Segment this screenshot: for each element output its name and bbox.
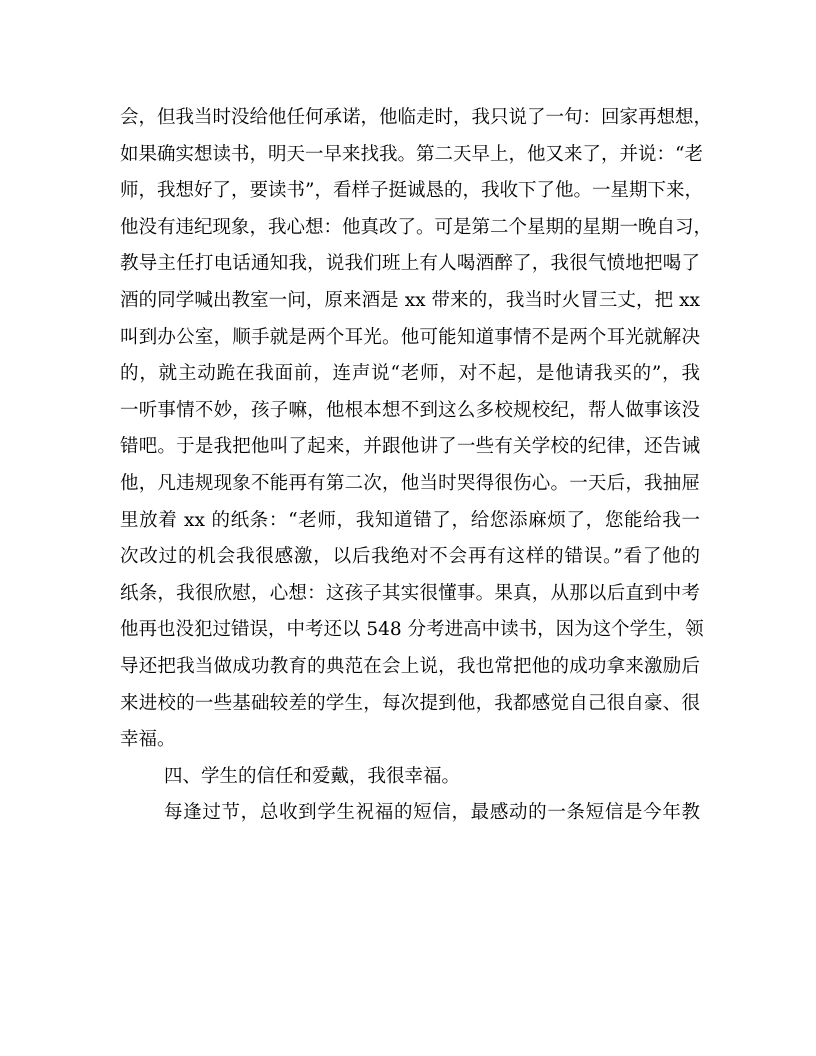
paragraph-line: 他，凡违规现象不能再有第二次，他当时哭得很伤心。一天后，我抽屉 — [120, 472, 700, 494]
paragraph-line: 他没有违纪现象，我心想：他真改了。可是第二个星期的星期一晚自习， — [120, 216, 713, 238]
paragraph-line: 错吧。于是我把他叫了起来，并跟他讲了一些有关学校的纪律，还告诫 — [120, 436, 700, 458]
paragraph-line: 如果确实想读书，明天一早来找我。第二天早上，他又来了，并说：“老 — [120, 143, 703, 165]
paragraph-line: 来进校的一些基础较差的学生，每次提到他，我都感觉自己很自豪、很 — [120, 692, 700, 714]
paragraph-line: 导还把我当做成功教育的典范在会上说，我也常把他的成功拿来激励后 — [120, 655, 700, 677]
paragraph-line: 一听事情不妙，孩子嘛，他根本想不到这么多校规校纪，帮人做事该没 — [120, 399, 700, 421]
paragraph-line: 次改过的机会我很感激，以后我绝对不会再有这样的错误。”看了他的 — [120, 546, 700, 568]
paragraph-line: 师，我想好了，要读书”，看样子挺诚恳的，我收下了他。一星期下来， — [120, 180, 703, 202]
section-heading: 四、学生的信任和爱戴，我很幸福。 — [164, 765, 461, 787]
paragraph-line: 叫到办公室，顺手就是两个耳光。他可能知道事情不是两个耳光就解决 — [120, 326, 700, 348]
paragraph-line: 他再也没犯过错误，中考还以 548 分考进高中读书，因为这个学生，领 — [120, 619, 704, 641]
paragraph-line: 幸福。 — [120, 729, 176, 751]
paragraph-line: 酒的同学喊出教室一问，原来酒是 xx 带来的，我当时火冒三丈，把 xx — [120, 289, 700, 311]
paragraph-line: 会，但我当时没给他任何承诺，他临走时，我只说了一句：回家再想想， — [120, 107, 713, 128]
paragraph-line: 教导主任打电话通知我，说我们班上有人喝酒醉了，我很气愤地把喝了 — [120, 253, 700, 275]
paragraph-line: 纸条，我很欣慰，心想：这孩子其实很懂事。果真，从那以后直到中考 — [120, 582, 700, 604]
document-body — [120, 100, 713, 832]
paragraph-line: 的，就主动跪在我面前，连声说“老师，对不起，是他请我买的”，我 — [120, 363, 700, 385]
next-paragraph-line: 每逢过节，总收到学生祝福的短信，最感动的一条短信是今年教 — [164, 802, 700, 824]
paragraph-line: 里放着 xx 的纸条：“老师，我知道错了，给您添麻烦了，您能给我一 — [120, 509, 700, 531]
